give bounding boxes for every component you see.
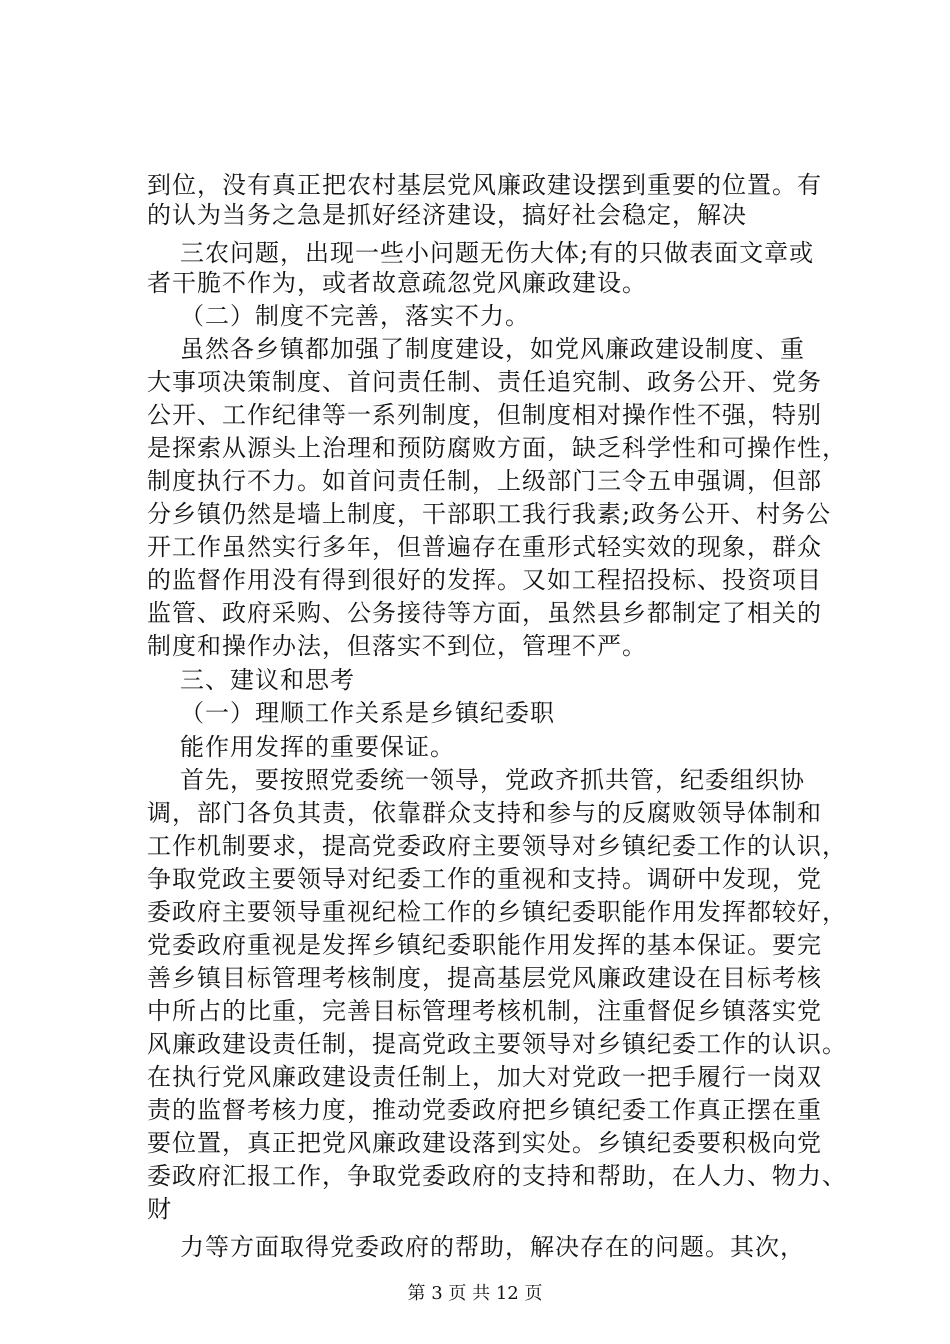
body-text-line: 是探索从源头上治理和预防腐败方面，缺乏科学性和可操作性， <box>147 434 847 462</box>
body-text-line: 虽然各乡镇都加强了制度建设，如党风廉政建设制度、重 <box>180 335 805 363</box>
body-text-line: 争取党政主要领导对纪委工作的重视和支持。调研中发现，党 <box>147 865 822 893</box>
body-text-line: 制度和操作办法，但落实不到位，管理不严。 <box>147 632 647 660</box>
body-text-line: 委政府主要领导重视纪检工作的乡镇纪委职能作用发挥都较好， <box>147 898 847 926</box>
body-text-line: 制度执行不力。如首问责任制，上级部门三令五申强调，但部 <box>147 467 822 495</box>
body-text-line: 党委政府重视是发挥乡镇纪委职能作用发挥的基本保证。要完 <box>147 931 822 959</box>
body-text-line: 的监督作用没有得到很好的发挥。又如工程招投标、投资项目 <box>147 566 822 594</box>
section-heading: （一）理顺工作关系是乡镇纪委职 <box>180 699 555 727</box>
body-text-line: 委政府汇报工作，争取党委政府的支持和帮助，在人力、物力、 <box>147 1162 847 1190</box>
body-text-line: 大事项决策制度、首问责任制、责任追究制、政务公开、党务 <box>147 368 822 396</box>
body-text-line: 在执行党风廉政建设责任制上，加大对党政一把手履行一岗双 <box>147 1063 822 1091</box>
section-heading: 能作用发挥的重要保证。 <box>180 733 455 761</box>
body-text-line: 三农问题，出现一些小问题无伤大体;有的只做表面文章或 <box>180 239 815 267</box>
page-number-footer: 第 3 页 共 12 页 <box>407 1283 543 1304</box>
body-text-line: 开工作虽然实行多年，但普遍存在重形式轻实效的现象，群众 <box>147 533 822 561</box>
body-text-line: 工作机制要求，提高党委政府主要领导对乡镇纪委工作的认识， <box>147 832 847 860</box>
body-text-line: 公开、工作纪律等一系列制度，但制度相对操作性不强，特别 <box>147 401 822 429</box>
body-text-line: 风廉政建设责任制，提高党政主要领导对乡镇纪委工作的认识。 <box>147 1030 847 1058</box>
body-text-line: 调，部门各负其责，依靠群众支持和参与的反腐败领导体制和 <box>147 799 822 827</box>
body-text-line: 善乡镇目标管理考核制度，提高基层党风廉政建设在目标考核 <box>147 964 822 992</box>
body-text-line: 财 <box>147 1195 172 1223</box>
section-heading: （二）制度不完善，落实不力。 <box>180 302 530 330</box>
body-text-line: 力等方面取得党委政府的帮助，解决存在的问题。其次， <box>180 1233 805 1261</box>
body-text-line: 首先，要按照党委统一领导，党政齐抓共管，纪委组织协 <box>180 766 805 794</box>
body-text-line: 监管、政府采购、公务接待等方面，虽然县乡都制定了相关的 <box>147 599 822 627</box>
body-text-line: 到位，没有真正把农村基层党风廉政建设摆到重要的位置。有 <box>147 171 822 199</box>
body-text-line: 责的监督考核力度，推动党委政府把乡镇纪委工作真正摆在重 <box>147 1096 822 1124</box>
body-text-line: 者干脆不作为，或者故意疏忽党风廉政建设。 <box>147 269 647 297</box>
section-heading: 三、建议和思考 <box>180 666 355 694</box>
body-text-line: 分乡镇仍然是墙上制度，干部职工我行我素;政务公开、村务公 <box>147 500 832 528</box>
body-text-line: 要位置，真正把党风廉政建设落到实处。乡镇纪委要积极向党 <box>147 1129 822 1157</box>
body-text-line: 的认为当务之急是抓好经济建设，搞好社会稳定，解决 <box>147 201 747 229</box>
body-text-line: 中所占的比重，完善目标管理考核机制，注重督促乡镇落实党 <box>147 997 822 1025</box>
